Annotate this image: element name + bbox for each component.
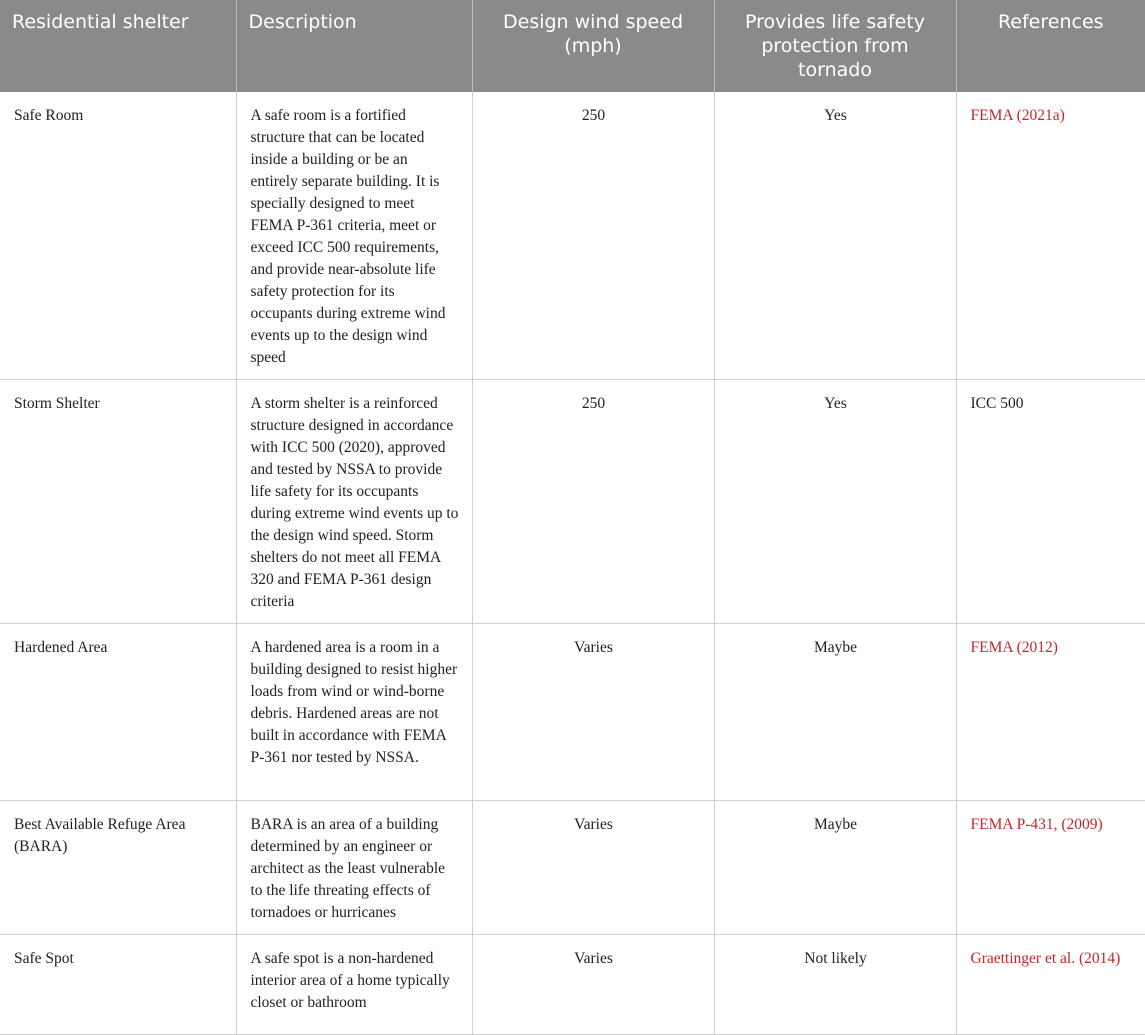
cell-wind-speed: 250 xyxy=(472,92,714,380)
cell-shelter: Best Available Refuge Area (BARA) xyxy=(0,801,236,935)
header-description: Description xyxy=(236,0,472,92)
reference-link[interactable]: FEMA (2021a) xyxy=(956,92,1145,380)
header-references: References xyxy=(956,0,1145,92)
cell-protection: Maybe xyxy=(714,624,956,801)
cell-protection: Yes xyxy=(714,92,956,380)
cell-reference: ICC 500 xyxy=(956,380,1145,624)
cell-wind-speed: 250 xyxy=(472,380,714,624)
table-row xyxy=(0,624,1145,801)
cell-protection: Maybe xyxy=(714,801,956,935)
cell-protection: Yes xyxy=(714,380,956,624)
table-row xyxy=(0,92,1145,380)
table-row xyxy=(0,801,1145,935)
table-row xyxy=(0,935,1145,1035)
cell-protection: Not likely xyxy=(714,935,956,1035)
table-row xyxy=(0,380,1145,624)
cell-description: A safe room is a fortified structure that can be located inside a building or be an entirely separate building. It is specially designed to meet FEMA P-361 criteria, meet or exceed ICC 500 requirements, and provide near-absolute life safety protection for its occupants during extreme wind events up to the design wind speed xyxy=(236,92,472,380)
reference-link[interactable]: FEMA P-431, (2009) xyxy=(956,801,1145,935)
reference-link[interactable]: Graettinger et al. (2014) xyxy=(956,935,1145,1035)
cell-shelter: Hardened Area xyxy=(0,624,236,801)
header-row xyxy=(0,0,1145,92)
cell-wind-speed: Varies xyxy=(472,935,714,1035)
cell-description: A safe spot is a non-hardened interior area of a home typically closet or bathroom xyxy=(236,935,472,1035)
cell-shelter: Safe Room xyxy=(0,92,236,380)
cell-description: A hardened area is a room in a building designed to resist higher loads from wind or wind-borne debris. Hardened areas are not built in accordance with FEMA P-361 nor tested by NSSA. xyxy=(236,624,472,801)
header-residential-shelter: Residential shelter xyxy=(0,0,236,92)
cell-shelter: Storm Shelter xyxy=(0,380,236,624)
header-design-wind-speed: Design wind speed (mph) xyxy=(472,0,714,92)
cell-wind-speed: Varies xyxy=(472,624,714,801)
table-header xyxy=(0,0,1145,92)
reference-link[interactable]: FEMA (2012) xyxy=(956,624,1145,801)
cell-wind-speed: Varies xyxy=(472,801,714,935)
table-body xyxy=(0,92,1145,1035)
cell-description: BARA is an area of a building determined by an engineer or architect as the least vulnerable to the life threating effects of tornadoes or hurricanes xyxy=(236,801,472,935)
header-life-safety-protection: Provides life safety protection from tornado xyxy=(714,0,956,92)
cell-shelter: Safe Spot xyxy=(0,935,236,1035)
cell-description: A storm shelter is a reinforced structure designed in accordance with ICC 500 (2020), approved and tested by NSSA to provide life safety for its occupants during extreme wind events up to the design wind speed. Storm shelters do not meet all FEMA 320 and FEMA P-361 design criteria xyxy=(236,380,472,624)
